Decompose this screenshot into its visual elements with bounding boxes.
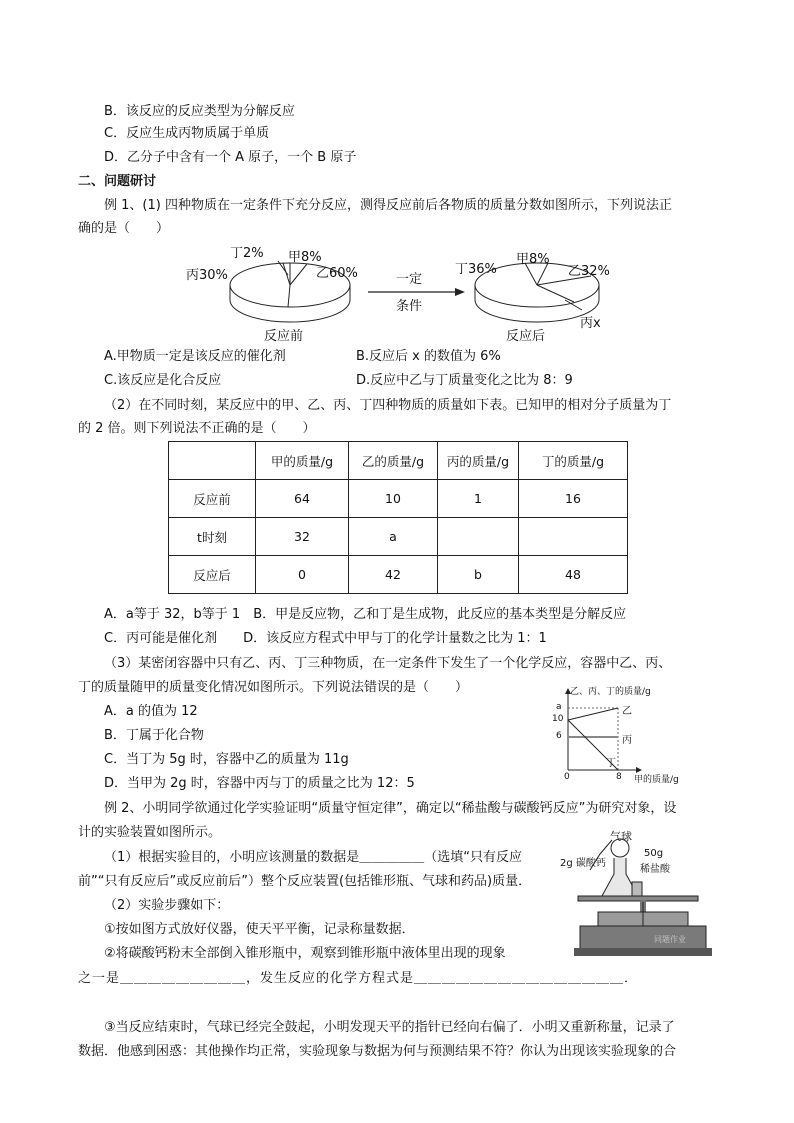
option-c: C．反应生成丙物质属于单质 xyxy=(104,126,270,141)
q1-option-a: A.甲物质一定是该反应的催化剂 xyxy=(104,349,286,364)
graph-xtick-0: 0 xyxy=(564,772,570,782)
option-d: D．乙分子中含有一个 A 原子，一个 B 原子 xyxy=(104,150,357,165)
mass-graph xyxy=(548,684,688,784)
mass-table xyxy=(168,441,628,594)
table-row xyxy=(169,518,628,556)
pie-before-ding: 丁2% xyxy=(230,246,264,261)
ex2-step2-line2: 之一是＿＿＿＿＿＿＿＿＿，发生反应的化学方程式是＿＿＿＿＿＿＿＿＿＿＿＿＿＿＿． xyxy=(78,971,639,986)
ex2-step3-line2: 数据．他感到困惑：其他操作均正常，实验现象与数据为何与预测结果不符？你认为出现该实验现象的合 xyxy=(78,1044,677,1059)
table-cell: b xyxy=(438,556,519,594)
graph-line-ding: 丁 xyxy=(606,758,616,769)
ex2-step1: ①按如图方式放好仪器，使天平平衡，记录称量数据． xyxy=(104,922,415,937)
balloon-label: 气球 xyxy=(610,830,632,843)
ex1-q2-line2: 的 2 倍。则下列说法不正确的是（ ） xyxy=(78,421,316,436)
ex2-line1: 例 2、小明同学欲通过化学实验证明“质量守恒定律”，确定以“稀盐酸与碳酸钙反应”为研究对象，设 xyxy=(104,801,677,816)
arrow-label-bottom: 条件 xyxy=(396,299,423,314)
caco3-label: 2g 碳酸钙 xyxy=(560,858,606,869)
graph-ytick-a: a xyxy=(556,702,562,712)
q3-option-a: A．a 的值为 12 xyxy=(104,704,198,719)
pie-after-jia: 甲8% xyxy=(516,252,550,267)
q3-option-d: D．当甲为 2g 时，容器中丙与丁的质量之比为 12：5 xyxy=(104,776,415,791)
graph-xlabel: 甲的质量/g xyxy=(634,775,679,785)
graph-line-bing: 丙 xyxy=(622,735,632,746)
ex2-line2: 计的实验装置如图所示。 xyxy=(78,825,222,840)
q3-option-c: C．当丁为 5g 时，容器中乙的质量为 11g xyxy=(104,752,349,767)
hcl-mass-label: 50g xyxy=(644,848,664,859)
ex2-step2-line1: ②将碳酸钙粉末全部倒入锥形瓶中，观察到锥形瓶中液体里出现的现象 xyxy=(104,946,506,961)
q2-option-ab: A．a等于 32，b等于 1 B．甲是反应物，乙和丁是生成物，此反应的基本类型是分解反应 xyxy=(104,607,627,622)
table-cell: 1 xyxy=(438,480,519,518)
table-header-cell xyxy=(169,442,256,480)
table-header-cell: 乙的质量/g xyxy=(349,442,438,480)
q2-option-cd: C．丙可能是催化剂 D．该反应方程式中甲与丁的化学计量数之比为 1：1 xyxy=(104,631,547,646)
table-row xyxy=(169,556,628,594)
table-header-row xyxy=(169,442,628,480)
graph-line-yi: 乙 xyxy=(622,706,632,717)
ex1-q3-line1: （3）某密闭容器中只有乙、丙、丁三种物质，在一定条件下发生了一个化学反应，容器中乙、丙、 xyxy=(104,656,672,671)
q1-option-b: B.反应后 x 的数值为 6% xyxy=(356,349,501,364)
table-cell xyxy=(519,518,628,556)
graph-xtick-8: 8 xyxy=(616,772,622,782)
table-cell: 10 xyxy=(349,480,438,518)
table-cell: t时刻 xyxy=(169,518,256,556)
arrow-label-top: 一定 xyxy=(396,272,423,287)
ex2-p1-line2: 前”“只有反应后”或反应前后”）整个反应装置(包括锥形瓶、气球和药品)质量． xyxy=(78,874,532,889)
graph-ylabel: 乙、丙、丁的质量/g xyxy=(570,687,651,697)
graph-ytick-6: 6 xyxy=(556,731,562,741)
pie-after-yi: 乙32% xyxy=(568,264,610,279)
pie-after-bing: 丙x xyxy=(580,316,601,331)
table-cell: 16 xyxy=(519,480,628,518)
pie-after-ding: 丁36% xyxy=(455,262,497,277)
hcl-label: 稀盐酸 xyxy=(640,864,670,875)
table-cell xyxy=(438,518,519,556)
table-header-cell: 丙的质量/g xyxy=(438,442,519,480)
pie-before-bing: 丙30% xyxy=(186,268,228,283)
table-cell: a xyxy=(349,518,438,556)
table-cell: 42 xyxy=(349,556,438,594)
table-header-cell: 丁的质量/g xyxy=(519,442,628,480)
pie-before-jia: 甲8% xyxy=(288,250,322,265)
table-cell: 48 xyxy=(519,556,628,594)
pie-before-yi: 乙60% xyxy=(316,266,358,281)
option-b: B．该反应的反应类型为分解反应 xyxy=(104,104,295,119)
apparatus-figure xyxy=(558,830,718,960)
pie-figure xyxy=(170,240,640,342)
table-cell: 反应后 xyxy=(169,556,256,594)
table-cell: 64 xyxy=(256,480,349,518)
table-cell: 0 xyxy=(256,556,349,594)
table-cell: 32 xyxy=(256,518,349,556)
ex1-q3-line2: 丁的质量随甲的质量变化情况如图所示。下列说法错误的是（ ） xyxy=(78,680,469,695)
pie-after-caption: 反应后 xyxy=(506,329,546,344)
pie-before-caption: 反应前 xyxy=(264,329,304,344)
table-row xyxy=(169,480,628,518)
q1-option-d: D.反应中乙与丁质量变化之比为 8：9 xyxy=(356,373,573,388)
q3-option-b: B．丁属于化合物 xyxy=(104,728,204,743)
section-title: 二、问题研讨 xyxy=(78,174,157,189)
ex1-q1-line1: 例 1、(1) 四种物质在一定条件下充分反应，测得反应前后各物质的质量分数如图所示，下列说法正 xyxy=(104,198,672,213)
ex1-q1-line2: 确的是（ ） xyxy=(78,221,170,236)
q1-option-c: C.该反应是化合反应 xyxy=(104,373,222,388)
watermark: 同题作业 xyxy=(654,935,686,944)
ex2-p2: （2）实验步骤如下： xyxy=(104,898,230,913)
graph-ytick-10: 10 xyxy=(552,714,564,724)
ex1-q2-line1: （2）在不同时刻，某反应中的甲、乙、丙、丁四种物质的质量如下表。已知甲的相对分子质量为丁 xyxy=(104,398,672,413)
mass-graph-svg xyxy=(548,684,688,784)
table-header-cell: 甲的质量/g xyxy=(256,442,349,480)
table-cell: 反应前 xyxy=(169,480,256,518)
apparatus-svg xyxy=(558,830,718,960)
ex2-p1-line1: （1）根据实验目的，小明应该测量的数据是＿＿＿＿＿（选填“只有反应 xyxy=(104,850,523,865)
ex2-step3-line1: ③当反应结束时，气球已经完全鼓起，小明发现天平的指针已经向右偏了．小明又重新称量，记录了 xyxy=(104,1020,675,1035)
